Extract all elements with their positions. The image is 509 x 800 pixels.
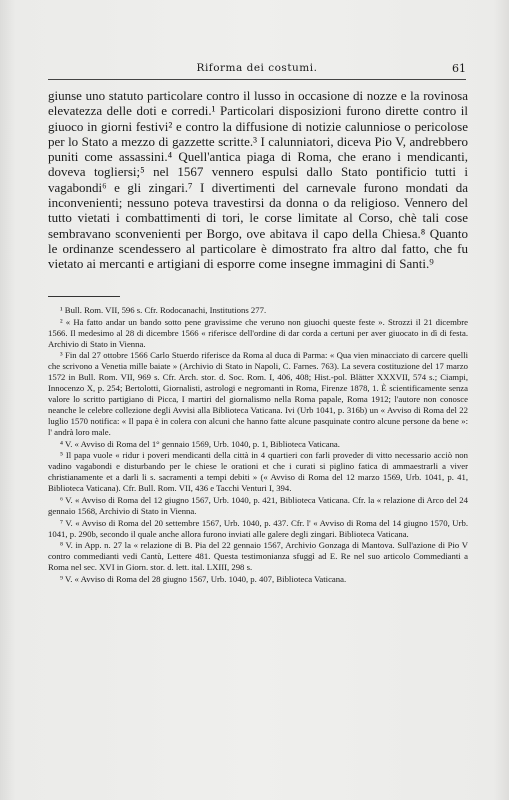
footnote-7: ⁷ V. « Avviso di Roma del 20 settembre 1567, Urb. 1040, p. 437. Cfr. l' « Avviso di Roma del 14 giugno 1570, Urb. 1041, p. 290b, secondo il quale anche allora furono inviati alle galere degli zingari. Biblioteca Vaticana. (48, 517, 468, 539)
running-title: Riforma dei costumi. (196, 62, 318, 74)
footnote-5: ⁵ Il papa vuole « ridur i poveri mendicanti della città in 4 quartieri con farli proveder di vitto necessario acciò non vadino vagabondi e disturbando per le chiese le orationi et che i curati si piglino fatica di ammaestrarli a viver christianamente et a darli li s. sacramenti a tempi debiti » (« Avviso di Roma del 12 marzo 1569, Urb. 1041, p. 41, Biblioteca Vaticana). Cfr. Bull. Rom. VII, 436 e Tacchi Venturi I, 394. (48, 450, 468, 494)
footnote-1: ¹ Bull. Rom. VII, 596 s. Cfr. Rodocanachi, Institutions 277. (60, 305, 267, 315)
page-header (48, 62, 466, 78)
main-text (48, 88, 468, 272)
footnote-6: ⁶ V. « Avviso di Roma del 12 giugno 1567, Urb. 1040, p. 421, Biblioteca Vaticana. Cfr. la « relazione di Arco del 24 gennaio 1568, Archivio di Stato in Vienna. (48, 494, 468, 516)
footnote-rule (48, 296, 120, 297)
body-paragraph: giunse uno statuto particolare contro il lusso in occasione di nozze e la rovinosa elevatezza delle doti e corredi.¹ Particolari disposizioni furono dirette contro il giuoco in giorni festivi² e contro la diffusione di notizie calunniose o pericolose per lo Stato a mezzo di gazzette scritte.³ I calunniatori, diceva Pio V, andrebbero puniti come assassini.⁴ Quell'antica piaga di Roma, che erano i mendicanti, doveva togliersi;⁵ nel 1567 vennero espulsi dallo Stato pontificio tutti i vagabondi⁶ e gli zingari.⁷ I divertimenti del carnevale furono mondati da inconvenienti; nessuno poteva travestirsi da donna o da religioso. Vennero del tutto vietati i combattimenti di tori, le corse limitate al Corso, chè tali cose sembravano sconvenienti per Borgo, ove abitava il capo della Chiesa.⁸ Quanto le ordinanze scendessero al particolare è dimostrato fra altro dal fatto, che fu vietato ai mercanti e artigiani di esporre come insegne immagini di Santi.⁹ (48, 88, 468, 272)
header-rule (48, 79, 466, 80)
footnote-2: ² « Ha fatto andar un bando sotto pene gravissime che veruno non giuochi queste feste ». Strozzi il 21 dicembre 1566. Il medesimo al 28 di dicembre 1566 « riferisce dell'ordine di dar corda a certuni per aver giuocato in dì di festa. Archivio di Stato in Vienna. (48, 316, 468, 349)
page-number: 61 (452, 62, 466, 75)
footnote-3: ³ Fin dal 27 ottobre 1566 Carlo Stuerdo riferisce da Roma al duca di Parma: « Qua vien minacciato di carcere quelli che scrivono a Venetia mille baiate » (Archivio di Stato in Napoli, C. Farnes. 763). La severa costituzione del 17 marzo 1572 in Bull. Rom. VII, 969 s. Cfr. Arch. stor. d. Soc. Rom. I, 406, 408; Hist.-pol. Blätter XXXVII, 574 s.; Ciampi, Innocenzo X, p. 254; Bertolotti, Giornalisti, astrologi e negromanti in Roma, Firenze 1878, 1. È scientificamente senza valore lo scritto partigiano di Picca, I martiri del giornalismo nella Roma papale, Roma 1912; l'autore non conosce neanche le celebre collezione degli Avvisi alla Biblioteca Vaticana. Ivi (Urb 1041, p. 316b) un « Avviso di Roma del 22 luglio 1570 notifica: « Il papa è in colera con alcuni che hanno fatte alcune pasquinate contro alcune persone da bene »: l' andrà loro male. (48, 350, 468, 438)
footnote-4: ⁴ V. « Avviso di Roma del 1° gennaio 1569, Urb. 1040, p. 1, Biblioteca Vaticana. (60, 438, 340, 449)
footnotes (48, 305, 468, 585)
footnote-8: ⁸ V. in App. n. 27 la « relazione di B. Pia del 22 gennaio 1567, Archivio Gonzaga di Mantova. Sull'azione di Pio V contro commedianti vedi Cantù, Lettere 481. Questa testimonianza sfuggì ad E. Re nel suo articolo Commedianti a Roma nel sec. XVI in Giorn. stor. d. lett. ital. LXIII, 298 s. (48, 540, 468, 573)
footnote-9: ⁹ V. « Avviso di Roma del 28 giugno 1567, Urb. 1040, p. 407, Biblioteca Vaticana. (60, 573, 347, 584)
